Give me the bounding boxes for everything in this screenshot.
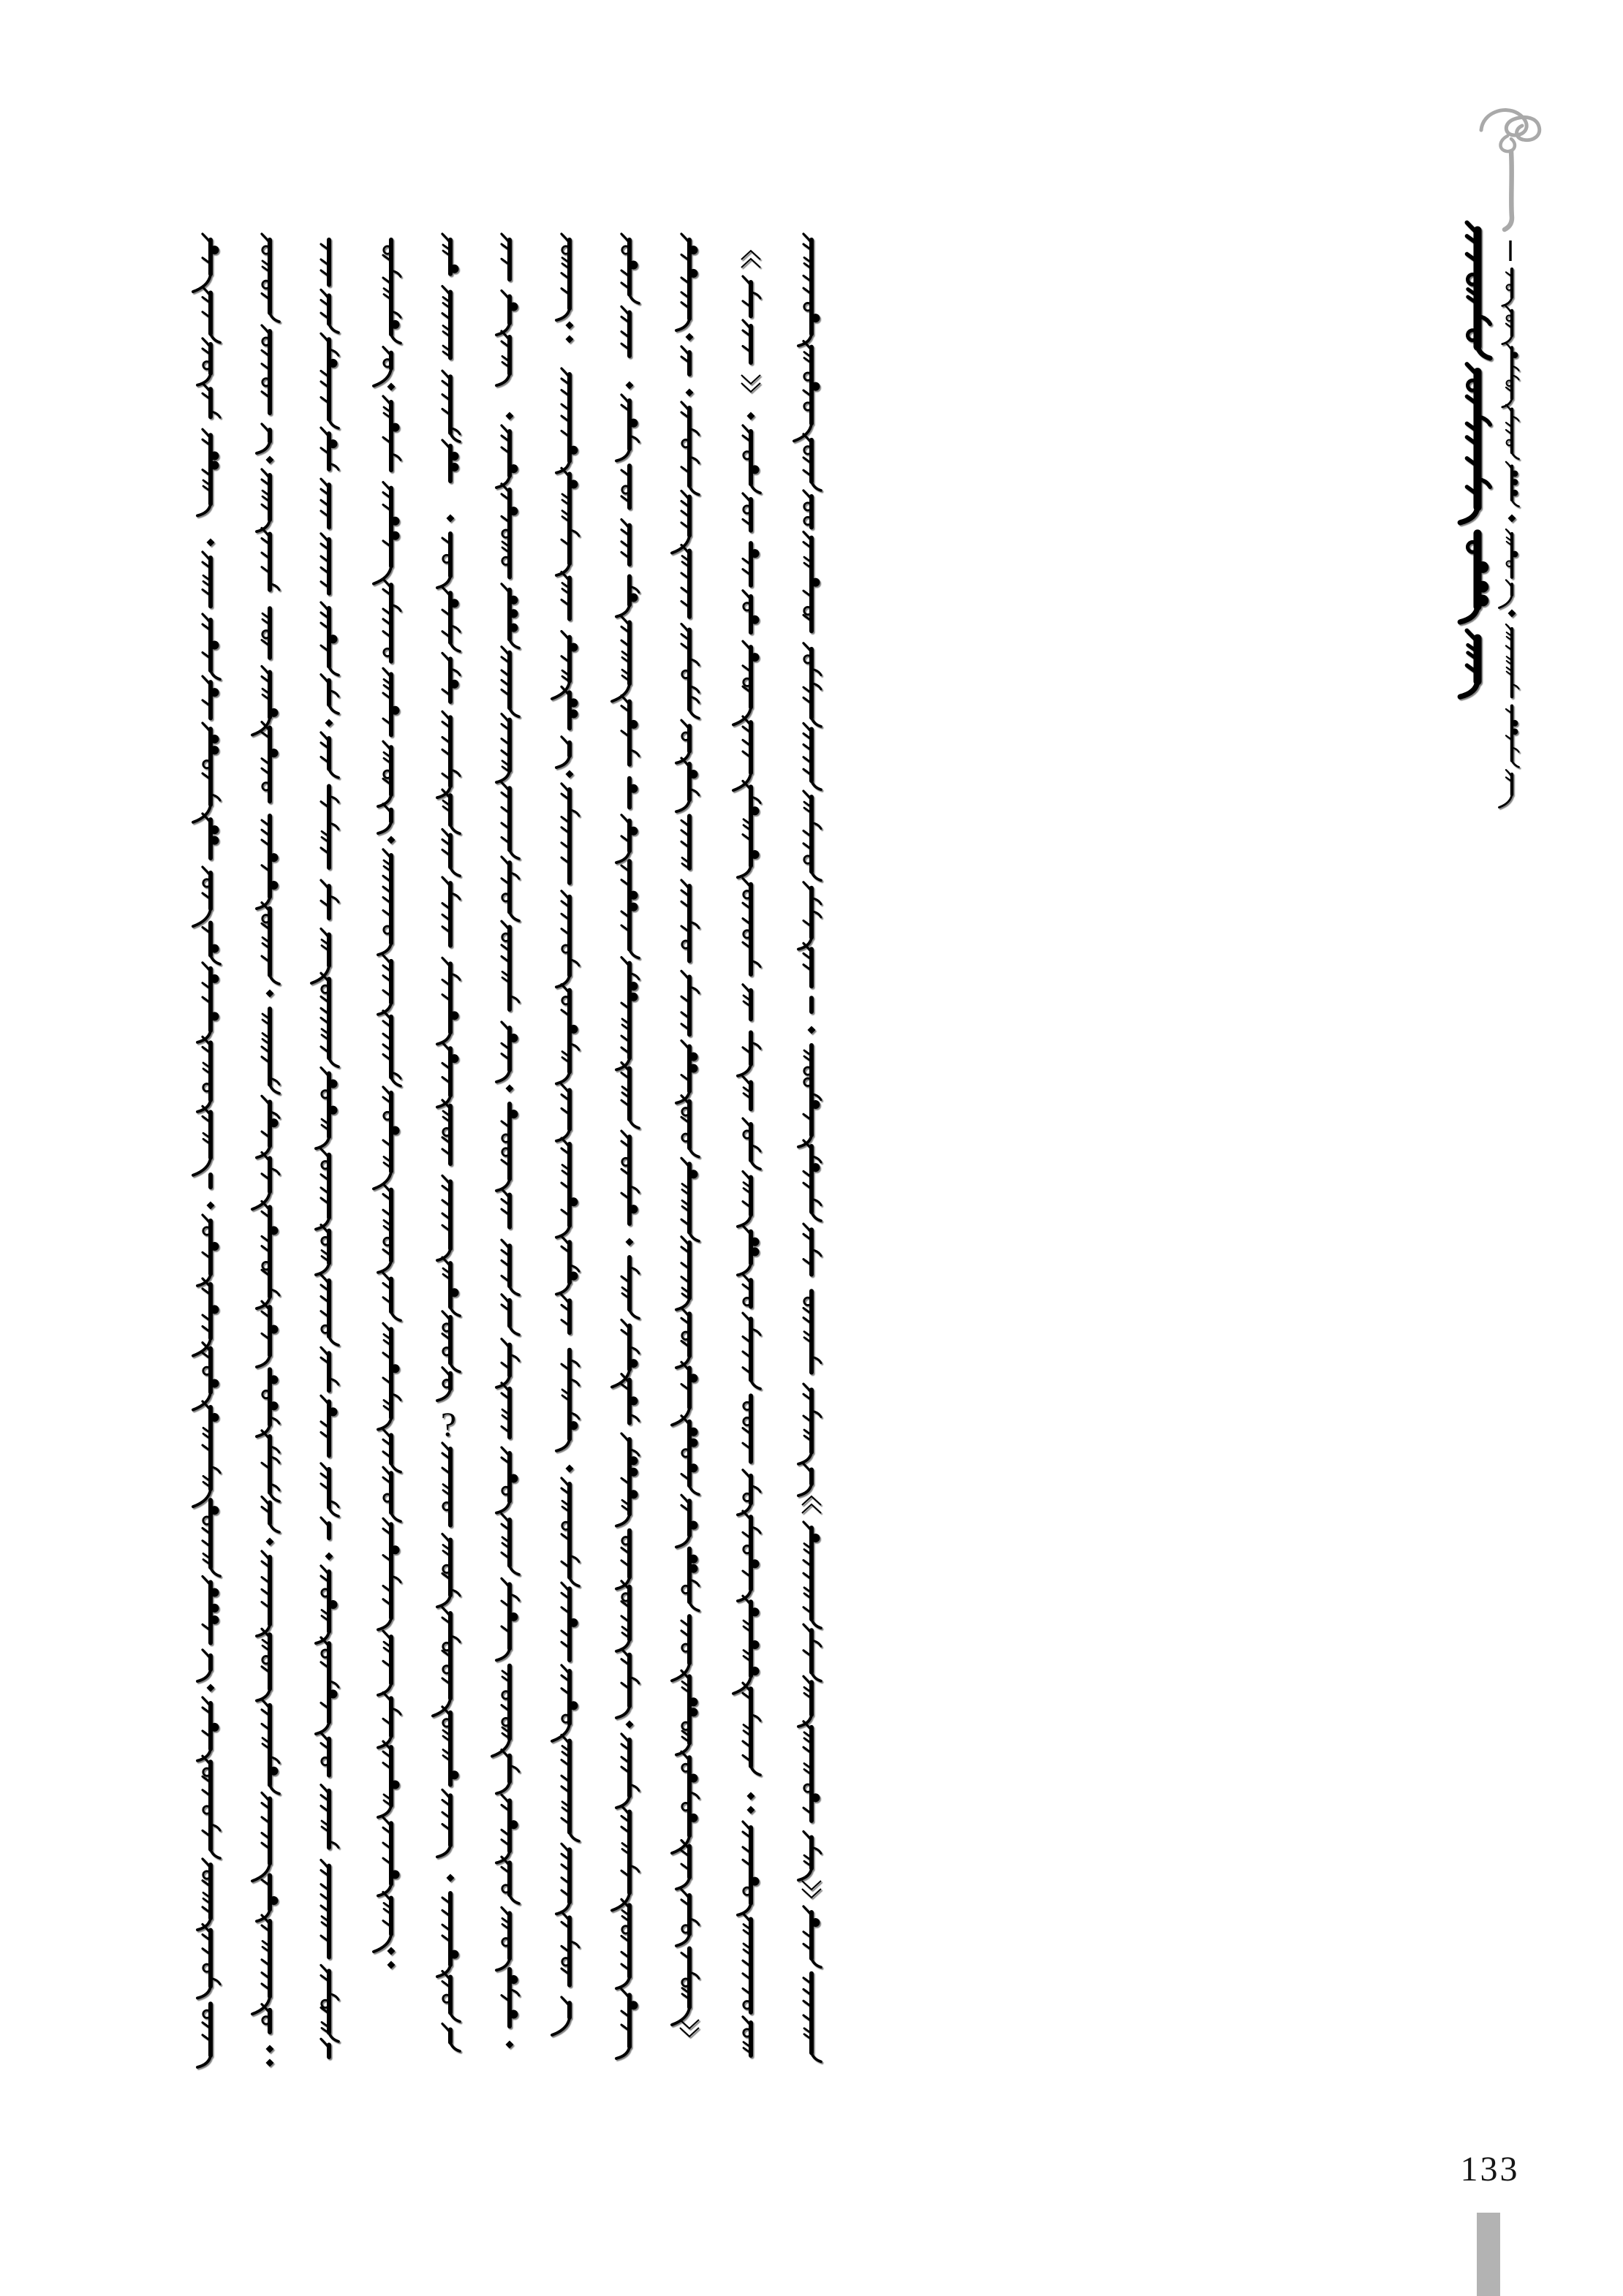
svg-text:?: ? xyxy=(441,1406,456,1444)
body-script-column xyxy=(492,234,519,2049)
page-edge-tab xyxy=(1477,2213,1500,2296)
body-script-column xyxy=(433,234,460,2051)
body-script-columns xyxy=(193,234,821,2067)
ornament-flourish xyxy=(1481,110,1540,230)
header-script-columns xyxy=(1460,222,1518,807)
body-script-column xyxy=(794,234,821,2061)
body-script-column xyxy=(733,251,760,2056)
body-script-column xyxy=(193,234,220,2067)
body-script-column xyxy=(612,234,639,2058)
body-script-column xyxy=(374,240,401,1969)
running-title-column xyxy=(1499,269,1518,808)
body-script-column xyxy=(311,240,338,2057)
chapter-title-column xyxy=(1460,222,1490,697)
body-script-column xyxy=(672,234,699,2037)
body-script-column xyxy=(552,234,579,2035)
body-script-column xyxy=(252,234,279,2067)
page-number: 133 xyxy=(1460,2150,1520,2189)
